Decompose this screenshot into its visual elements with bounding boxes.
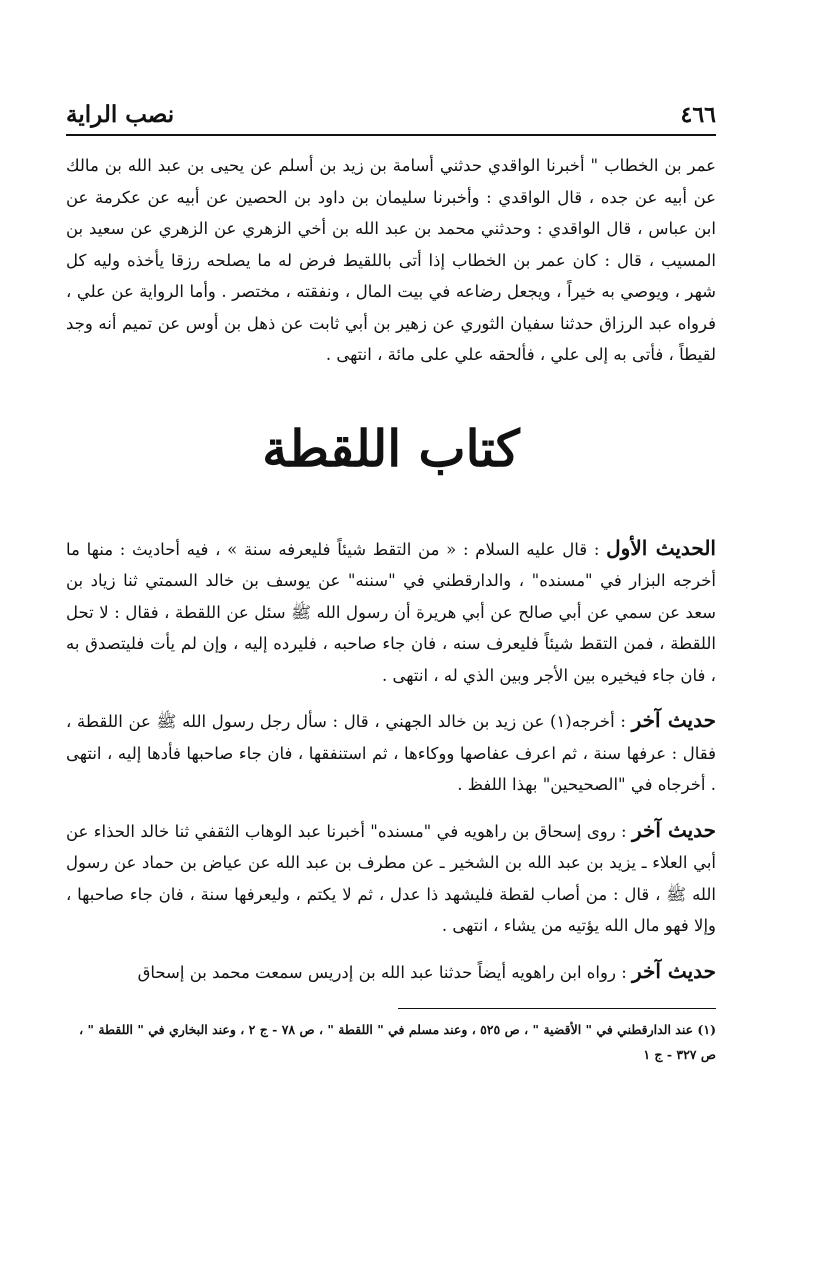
footnote-rule [398,1008,716,1009]
hadith-label: حديث آخر [631,708,716,732]
header-rule [66,134,716,136]
hadith-4 [66,956,716,989]
hadith-3 [66,815,716,942]
top-paragraph: عمر بن الخطاب " أخبرنا الواقدي حدثني أسامة بن زيد بن أسلم عن يحيى بن عبد الله بن مالك عن أبيه عن جده ، قال الواقدي : وأخبرنا سليمان بن داود بن الحصين عن أبيه عن عكرمة عن ابن عباس ، قال الواقدي : وحدثني محمد بن عبد الله بن أخي الزهري عن الزهري عن سعيد بن المسيب ، قال : كان عمر بن الخطاب إذا أتى باللقيط فرض له ما يصلحه رزقا يأخذه وليه كل شهر ، ويوصي به خيراً ، ويجعل رضاعه في بيت المال ، ونفقته ، مختصر . وأما الرواية عن علي ، فرواه عبد الرزاق حدثنا سفيان الثوري عن زهير بن أبي ثابت عن ذهل بن أوس عن تميم أنه وجد لقيطاً ، فأتى به إلى علي ، فألحقه علي على مائة ، انتهى . [66,156,716,364]
book-page [66,92,716,1067]
page-number: ٤٦٦ [680,102,716,128]
chapter-title: كتاب اللقطة [262,418,520,478]
hadith-text: : قال عليه السلام : « من التقط شيئاً فليعرفه سنة » ، فيه أحاديث : منها ما أخرجه البزار في "مسنده" ، والدارقطني في "سننه" عن يوسف بن خالد السمتي ثنا زياد بن سعد عن سمي عن أبي صالح عن أبي هريرة أن رسول الله ﷺ سئل عن اللقطة ، فقال : لا تحل اللقطة ، فمن التقط شيئاً فليعرف سنه ، فان جاء صاحبه ، فليرده إليه ، وإن لم يأت فليتصدق به ، فان جاء فيخيره بين الأجر وبين الذي له ، انتهى . [66,539,716,685]
hadith-1 [66,533,716,692]
hadith-text: : أخرجه(١) عن زيد بن خالد الجهني ، قال : سأل رجل رسول الله ﷺ عن اللقطة ، فقال : عرفها سنة ، ثم اعرف عفاصها ووكاءها ، ثم استنفقها ، فان جاء صاحبها فأدها إليه ، انتهى . أخرجاه في "الصحيحين" بهذا اللفظ . [66,712,716,794]
hadith-label: الحديث الأول [606,535,716,560]
footnote: (١) عند الدارقطني في " الأقضية " ، ص ٥٢٥ ، وعند مسلم في " اللقطة " ، ص ٧٨ - ج ٢ ، وعند البخاري في " اللقطة " ، ص ٣٢٧ - ج ١ [79,1022,716,1062]
hadith-2 [66,705,716,801]
hadith-text: : روى إسحاق بن راهويه في "مسنده" أخبرنا عبد الوهاب الثقفي ثنا خالد الحذاء عن أبي العلاء ـ يزيد بن عبد الله بن الشخير ـ عن مطرف بن عبد الله عن عياض بن حماد عن رسول الله ﷺ ، قال : من أصاب لقطة فليشهد ذا عدل ، ثم لا يكتم ، وليعرفها سنة ، فان جاء صاحبها ، وإلا فهو مال الله يؤتيه من يشاء ، انتهى . [66,821,716,935]
hadith-text: : رواه ابن راهويه أيضاً حدثنا عبد الله بن إدريس سمعت محمد بن إسحاق [137,962,627,982]
page-header [66,92,716,128]
running-title: نصب الراية [66,101,175,128]
hadith-label: حديث آخر [631,817,717,842]
hadith-label: حديث آخر [632,958,716,983]
